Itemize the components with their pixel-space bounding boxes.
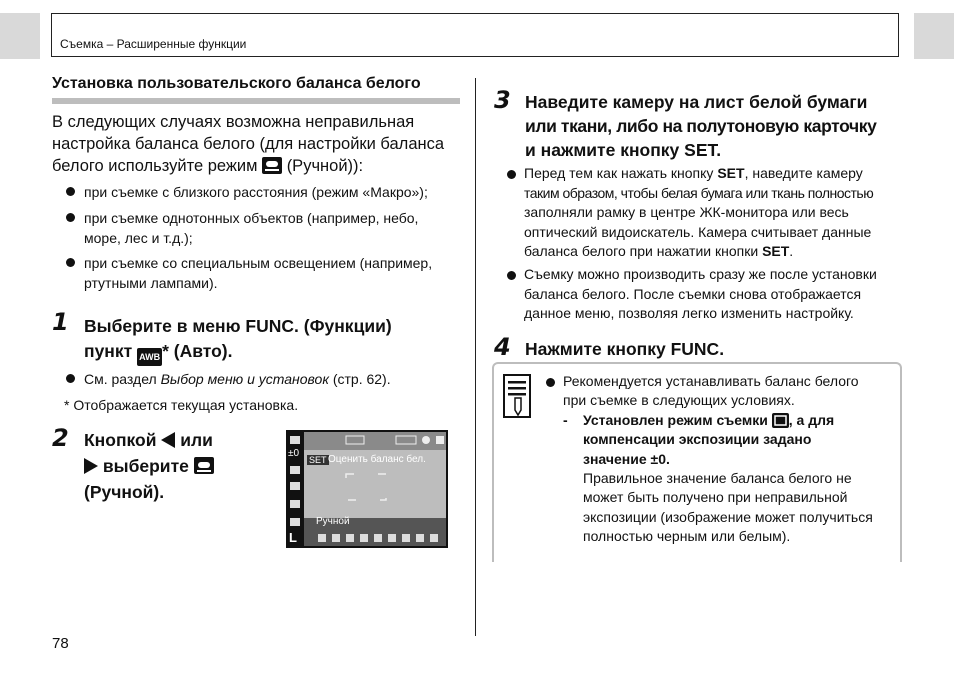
camera-lcd-screenshot: [286, 430, 448, 548]
awb-icon: AWB: [137, 348, 162, 366]
step-3-bullet-1-line-2: таким образом, чтобы белая бумага или ткань полностью: [524, 185, 874, 201]
note-dash: -: [563, 412, 568, 428]
right-tab: [914, 13, 954, 59]
bullet-dot: [507, 271, 516, 280]
custom-wb-icon: [194, 457, 214, 474]
step-3-bullet-2-line-3: данное меню, позволяя легко изменить настройку.: [524, 305, 854, 321]
memo-icon: [503, 374, 531, 423]
intro-line-2: настройка баланса белого (для настройки баланса: [52, 135, 445, 153]
step-4-number: 4: [494, 333, 511, 361]
note-line-4: Правильное значение баланса белого не: [583, 470, 852, 486]
step-3-bullet-2-line-1: Съемку можно производить сразу же после установки: [524, 266, 877, 282]
step-1-footnote: * Отображается текущая установка.: [64, 397, 299, 413]
step-3-bullet-2-line-2: баланса белого. После съемки снова отображается: [524, 286, 862, 302]
lcd-ev-label: ±0: [288, 448, 300, 459]
step-1-line-2: пункт AWB * (Авто).: [84, 339, 232, 366]
note-line-6: экспозиции (изображение может получиться: [583, 509, 873, 525]
bullet-dot: [507, 170, 516, 179]
step-3-line-2: или ткани, либо на полутоновую карточку: [525, 116, 877, 136]
note-bold-line-2: компенсации экспозиции задано: [583, 431, 812, 447]
bullet-1: при съемке с близкого расстояния (режим «Макро»);: [84, 184, 428, 200]
step-3-line-1: Наведите камеру на лист белой бумаги: [525, 92, 868, 112]
right-arrow-icon: [84, 458, 98, 474]
intro-line-1: В следующих случаях возможна неправильная: [52, 113, 415, 131]
bullet-3-line-2: ртутными лампами).: [84, 275, 218, 291]
step-2-line-3: (Ручной).: [84, 482, 165, 502]
column-divider: [475, 78, 476, 636]
intro-line-3: белого используйте режим (Ручной)):: [52, 157, 364, 175]
lcd-mode-label: Ручной: [316, 516, 350, 527]
bullet-dot: [546, 378, 555, 387]
bullet-dot: [66, 258, 75, 267]
bullet-dot: [66, 213, 75, 222]
section-rule: [52, 98, 460, 104]
bullet-2-line-2: море, лес и т.д.);: [84, 230, 193, 246]
step-3-number: 3: [494, 86, 511, 114]
step-2-line-2: выберите: [84, 454, 214, 478]
bullet-dot: [66, 374, 75, 383]
note-line-1: Рекомендуется устанавливать баланс белого: [563, 373, 859, 389]
header-section-title: Съемка – Расширенные функции: [60, 37, 247, 51]
bullet-2-line-1: при съемке однотонных объектов (например, небо,: [84, 210, 419, 226]
bullet-3-line-1: при съемке со специальным освещением (например,: [84, 255, 433, 271]
lcd-set-label: SET: [309, 455, 327, 465]
custom-mode-icon: [772, 413, 789, 428]
bullet-dot: [66, 187, 75, 196]
left-tab: [0, 13, 40, 59]
step-3-bullet-1-line-4: оптический видоискатель. Камера считывает данные: [524, 224, 872, 240]
left-arrow-icon: [161, 432, 175, 448]
step-1-number: 1: [52, 308, 69, 336]
note-bold-line-3: значение ±0.: [583, 451, 670, 467]
lcd-size-label: L: [289, 530, 297, 545]
step-3-bullet-1-line-1: Перед тем как нажать кнопку SET, наведите камеру: [524, 165, 863, 181]
step-1-line-1: Выберите в меню FUNC. (Функции): [84, 316, 392, 336]
step-3-bullet-1-line-3: заполняли рамку в центре ЖК-монитора или весь: [524, 204, 849, 220]
step-1-bullet: См. раздел Выбор меню и установок (стр. 62).: [84, 371, 391, 387]
page-number: 78: [52, 635, 69, 652]
note-line-7: полностью черным или белым).: [583, 528, 791, 544]
note-line-5: может быть получено при неправильной: [583, 489, 848, 505]
step-2-number: 2: [52, 424, 69, 452]
custom-wb-icon: [262, 157, 282, 174]
step-2-line-1: Кнопкой или: [84, 430, 213, 450]
lcd-menu-text: Оценить баланс бел.: [328, 454, 426, 465]
note-bold-line-1: Установлен режим съемки , а для: [583, 412, 835, 428]
section-heading: Установка пользовательского баланса белого: [52, 75, 421, 92]
step-4-title: Нажмите кнопку FUNC.: [525, 339, 725, 359]
step-3-bullet-1-line-5: баланса белого при нажатии кнопки SET.: [524, 243, 794, 259]
step-3-line-3: и нажмите кнопку SET.: [525, 140, 722, 160]
note-line-2: при съемке в следующих условиях.: [563, 392, 795, 408]
